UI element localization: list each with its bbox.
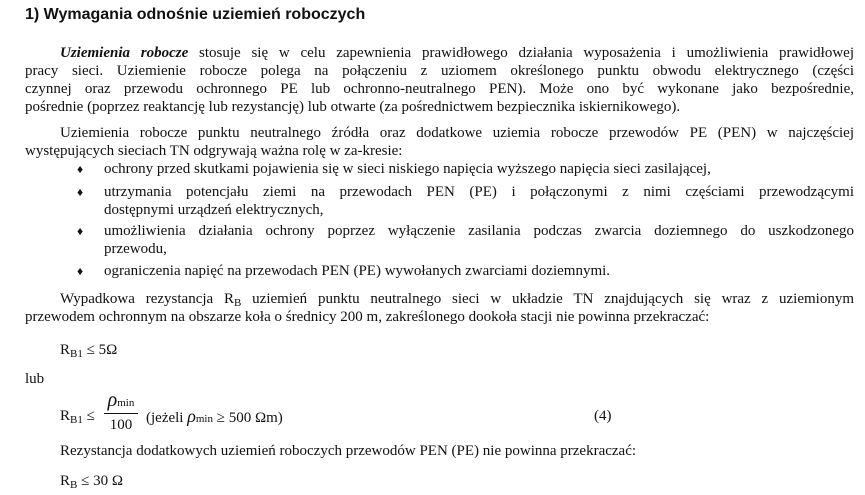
formula-condition: (jeżeli ρmin ≥ 500 Ωm) [146, 406, 283, 426]
bullet-item-3-line-1: umożliwienia działania ochrony poprzez wyłączenie zasilania podczas zwarcia doziemnego do uszkodzonego [104, 223, 854, 239]
paragraph-3-line-2: przewodem ochronnym na obszarze koła o średnicy 200 m, zakreślonego dookoła stacji nie powinna przekraczać: [25, 309, 710, 325]
formula-rb1-limit: $R_{B1} \le 5\Omega$ [60, 342, 118, 360]
bullet-item-1: ochrony przed skutkami pojawienia się w sieci niskiego napięcia wyższego napięcia sieci zasilającej, [104, 161, 711, 177]
bullet-diamond-icon: ♦ [77, 264, 84, 278]
paragraph-2-line-1: Uziemienia robocze punktu neutralnego źródła oraz dodatkowe uziemia robocze przewodów PE (PEN) w najczęściej [60, 125, 854, 141]
formula-rb-limit: $R_B \le 30$ Ω [60, 473, 123, 491]
paragraph-1-line-4: pośrednie (poprzez reaktancję lub rezystancję) lub otwarte (za pośrednictwem bezpiecznika iskiernikowego). [25, 99, 681, 115]
bullet-item-2-line-1: utrzymania potencjału ziemi na przewodach PEN (PE) i połączonymi z nimi częściami przewodzącymi [104, 184, 854, 200]
equation-number: (4) [594, 408, 612, 424]
bullet-diamond-icon: ♦ [77, 224, 84, 238]
term-uziemienia-robocze: Uziemienia robocze [60, 45, 189, 61]
bullet-diamond-icon: ♦ [77, 162, 84, 176]
connector-lub: lub [25, 371, 45, 387]
paragraph-2-line-2: występujących sieciach TN odgrywają ważna rolę w za-kresie: [25, 143, 403, 159]
paragraph-text: stosuje się w celu zapewnienia prawidłowego działania wyposażenia i umożliwienia prawidłowej [188, 45, 854, 61]
paragraph-3-line-1: Wypadkowa rezystancja $R_B$ uziemień punktu neutralnego sieci w układzie TN znajdujących się wraz z uziemionym [60, 291, 854, 309]
fraction-rho-over-100: ρmin 100 [104, 391, 138, 434]
formula-rb1-fraction-lhs: $R_{B1}$ ≤ [60, 408, 95, 426]
paragraph-1-line-2: pracy sieci. Uziemienie robocze polega na połączeniu z uziomem określonego punktu obwodu elektrycznego (części [25, 63, 854, 79]
bullet-item-4: ograniczenia napięć na przewodach PEN (PE) wywołanych zwarciami doziemnymi. [104, 263, 611, 279]
paragraph-1-line-3: czynnej oraz przewodu ochronnego PE lub ochronno-neutralnego PEN). Może ono być wykonane jako bezpośrednie, [25, 81, 854, 97]
bullet-diamond-icon: ♦ [77, 185, 84, 199]
section-heading: 1) Wymagania odnośnie uziemień roboczych [25, 6, 366, 23]
bullet-item-2-line-2: dostępnymi urządzeń elektrycznych, [104, 202, 324, 218]
paragraph-4: Rezystancja dodatkowych uziemień roboczych przewodów PEN (PE) nie powinna przekraczać: [60, 443, 637, 459]
bullet-item-3-line-2: przewodu, [104, 241, 167, 257]
paragraph-1-line-1 [60, 44, 854, 62]
fraction-bar [104, 413, 138, 414]
